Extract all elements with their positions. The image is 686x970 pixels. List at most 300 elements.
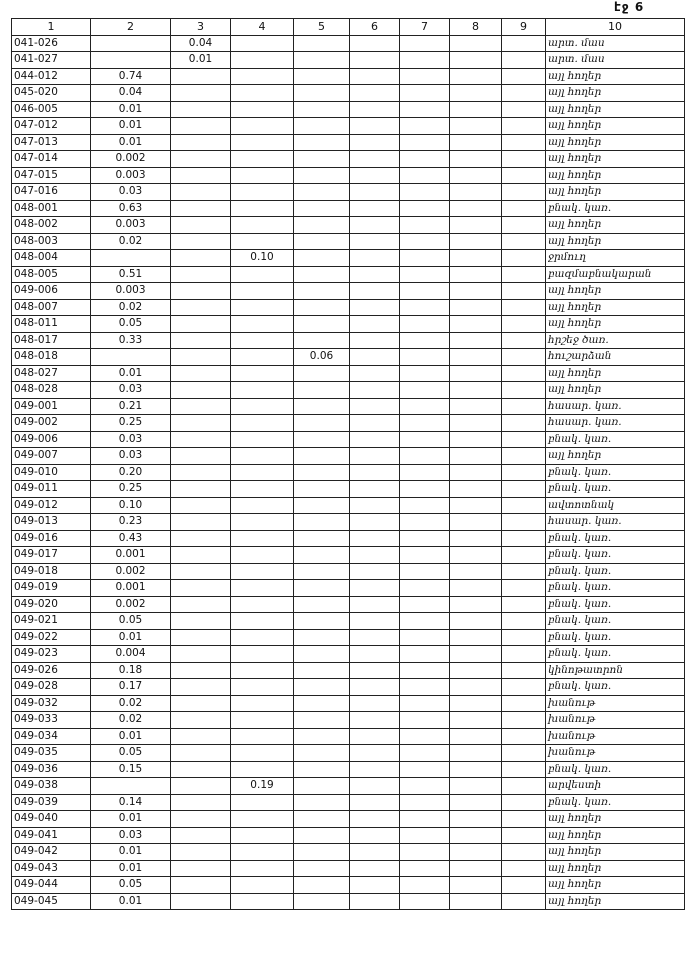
col7-cell (400, 514, 450, 531)
plot-code-cell: 049-043 (12, 860, 91, 877)
area-col3-cell (171, 530, 231, 547)
col6-cell (350, 184, 400, 201)
col6-cell (350, 596, 400, 613)
column-header-3: 3 (171, 19, 231, 36)
area-col4-cell (231, 233, 294, 250)
col7-cell (400, 134, 450, 151)
area-col4-cell (231, 85, 294, 102)
area-col2-cell: 0.004 (91, 646, 171, 663)
area-col4-cell (231, 481, 294, 498)
area-col5-cell (294, 118, 350, 135)
area-col5-cell (294, 266, 350, 283)
col8-cell (450, 827, 502, 844)
col8-cell (450, 118, 502, 135)
table-row (12, 151, 685, 168)
table-row (12, 365, 685, 382)
col9-cell (502, 365, 546, 382)
col9-cell (502, 794, 546, 811)
plot-code-cell: 047-012 (12, 118, 91, 135)
land-use-cell: այլ հողեր (546, 316, 685, 333)
land-use-cell: այլ հողեր (546, 134, 685, 151)
table-row (12, 745, 685, 762)
area-col2-cell: 0.01 (91, 118, 171, 135)
col9-cell (502, 464, 546, 481)
land-use-cell: այլ հողեր (546, 101, 685, 118)
plot-code-cell: 049-044 (12, 877, 91, 894)
area-col3-cell (171, 778, 231, 795)
area-col2-cell: 0.01 (91, 134, 171, 151)
area-col2-cell: 0.03 (91, 448, 171, 465)
area-col2-cell: 0.03 (91, 431, 171, 448)
area-col3-cell (171, 629, 231, 646)
table-row (12, 844, 685, 861)
col6-cell (350, 431, 400, 448)
table-row (12, 712, 685, 729)
col9-cell (502, 184, 546, 201)
table-row (12, 101, 685, 118)
col6-cell (350, 514, 400, 531)
col7-cell (400, 893, 450, 910)
col9-cell (502, 629, 546, 646)
area-col4-cell (231, 827, 294, 844)
plot-code-cell: 049-033 (12, 712, 91, 729)
area-col5-cell (294, 283, 350, 300)
col6-cell (350, 233, 400, 250)
table-row (12, 299, 685, 316)
col8-cell (450, 794, 502, 811)
area-col3-cell (171, 662, 231, 679)
area-col4-cell (231, 101, 294, 118)
area-col4-cell (231, 629, 294, 646)
col8-cell (450, 316, 502, 333)
plot-code-cell: 049-040 (12, 811, 91, 828)
col7-cell (400, 745, 450, 762)
col7-cell (400, 563, 450, 580)
area-col4-cell (231, 679, 294, 696)
col9-cell (502, 332, 546, 349)
plot-code-cell: 044-012 (12, 68, 91, 85)
area-col5-cell (294, 728, 350, 745)
col8-cell (450, 778, 502, 795)
col6-cell (350, 415, 400, 432)
area-col3-cell (171, 316, 231, 333)
col7-cell (400, 448, 450, 465)
table-row (12, 761, 685, 778)
plot-code-cell: 049-041 (12, 827, 91, 844)
area-col3-cell (171, 266, 231, 283)
area-col5-cell (294, 695, 350, 712)
table-row (12, 35, 685, 52)
col9-cell (502, 893, 546, 910)
col8-cell (450, 349, 502, 366)
area-col2-cell: 0.74 (91, 68, 171, 85)
col9-cell (502, 827, 546, 844)
table-row (12, 778, 685, 795)
col7-cell (400, 35, 450, 52)
area-col4-cell (231, 349, 294, 366)
area-col2-cell: 0.03 (91, 382, 171, 399)
area-col2-cell: 0.05 (91, 877, 171, 894)
table-row (12, 398, 685, 415)
area-col5-cell (294, 761, 350, 778)
plot-code-cell: 049-042 (12, 844, 91, 861)
col9-cell (502, 316, 546, 333)
plot-code-cell: 049-028 (12, 679, 91, 696)
col9-cell (502, 448, 546, 465)
col8-cell (450, 662, 502, 679)
col6-cell (350, 464, 400, 481)
col6-cell (350, 695, 400, 712)
area-col5-cell (294, 151, 350, 168)
table-row (12, 497, 685, 514)
col7-cell (400, 596, 450, 613)
area-col4-cell (231, 448, 294, 465)
area-col5-cell (294, 530, 350, 547)
col8-cell (450, 514, 502, 531)
area-col4-cell (231, 514, 294, 531)
area-col3-cell (171, 101, 231, 118)
area-col4-cell (231, 662, 294, 679)
col7-cell (400, 778, 450, 795)
land-use-cell: այլ հողեր (546, 827, 685, 844)
col8-cell (450, 200, 502, 217)
area-col5-cell (294, 184, 350, 201)
area-col2-cell: 0.01 (91, 860, 171, 877)
col6-cell (350, 316, 400, 333)
col9-cell (502, 266, 546, 283)
area-col2-cell (91, 35, 171, 52)
area-col5-cell (294, 464, 350, 481)
land-use-cell: բնակ. կառ. (546, 547, 685, 564)
plot-code-cell: 048-002 (12, 217, 91, 234)
area-col4-cell (231, 382, 294, 399)
col7-cell (400, 827, 450, 844)
col6-cell (350, 448, 400, 465)
plot-code-cell: 047-013 (12, 134, 91, 151)
area-col5-cell (294, 68, 350, 85)
column-header-7: 7 (400, 19, 450, 36)
area-col4-cell (231, 332, 294, 349)
area-col2-cell: 0.002 (91, 596, 171, 613)
plot-code-cell: 049-019 (12, 580, 91, 597)
area-col2-cell: 0.003 (91, 167, 171, 184)
area-col2-cell (91, 778, 171, 795)
col8-cell (450, 184, 502, 201)
area-col2-cell: 0.15 (91, 761, 171, 778)
col9-cell (502, 68, 546, 85)
header-row (12, 19, 685, 36)
area-col5-cell (294, 52, 350, 69)
area-col4-cell (231, 316, 294, 333)
col8-cell (450, 167, 502, 184)
land-use-cell: բնակ. կառ. (546, 580, 685, 597)
area-col4-cell (231, 811, 294, 828)
plot-code-cell: 049-017 (12, 547, 91, 564)
table-row (12, 332, 685, 349)
land-use-cell: այլ հողեր (546, 85, 685, 102)
area-col4-cell (231, 563, 294, 580)
col8-cell (450, 415, 502, 432)
col8-cell (450, 283, 502, 300)
land-use-cell: ջրմուղ (546, 250, 685, 267)
land-use-cell: խանութ (546, 745, 685, 762)
plot-code-cell: 041-026 (12, 35, 91, 52)
land-use-cell: այլ հողեր (546, 151, 685, 168)
land-use-cell: բնակ. կառ. (546, 761, 685, 778)
column-header-8: 8 (450, 19, 502, 36)
col7-cell (400, 662, 450, 679)
col7-cell (400, 464, 450, 481)
area-col5-cell (294, 316, 350, 333)
col6-cell (350, 778, 400, 795)
land-use-cell: այլ հողեր (546, 167, 685, 184)
area-col2-cell: 0.21 (91, 398, 171, 415)
table-row (12, 85, 685, 102)
table-row (12, 530, 685, 547)
area-col5-cell (294, 778, 350, 795)
land-use-cell: բնակ. կառ. (546, 596, 685, 613)
area-col3-cell (171, 580, 231, 597)
col8-cell (450, 35, 502, 52)
col6-cell (350, 134, 400, 151)
area-col4-cell (231, 794, 294, 811)
plot-code-cell: 041-027 (12, 52, 91, 69)
area-col4-cell (231, 547, 294, 564)
table-row (12, 547, 685, 564)
area-col3-cell (171, 794, 231, 811)
col9-cell (502, 514, 546, 531)
area-col4-cell (231, 266, 294, 283)
area-col5-cell (294, 596, 350, 613)
land-use-cell: բնակ. կառ. (546, 629, 685, 646)
col7-cell (400, 233, 450, 250)
col9-cell (502, 761, 546, 778)
col7-cell (400, 52, 450, 69)
col6-cell (350, 266, 400, 283)
col9-cell (502, 349, 546, 366)
area-col3-cell: 0.01 (171, 52, 231, 69)
area-col3-cell (171, 283, 231, 300)
col6-cell (350, 481, 400, 498)
area-col2-cell (91, 250, 171, 267)
plot-code-cell: 048-007 (12, 299, 91, 316)
area-col3-cell (171, 332, 231, 349)
land-use-cell: այլ հողեր (546, 844, 685, 861)
table-body (12, 35, 685, 910)
area-col2-cell: 0.003 (91, 283, 171, 300)
table-row (12, 200, 685, 217)
col8-cell (450, 299, 502, 316)
land-use-cell: կինոթատրոն (546, 662, 685, 679)
col8-cell (450, 728, 502, 745)
col9-cell (502, 481, 546, 498)
col7-cell (400, 844, 450, 861)
area-col4-cell (231, 613, 294, 630)
col6-cell (350, 679, 400, 696)
table-row (12, 266, 685, 283)
col9-cell (502, 695, 546, 712)
col9-cell (502, 299, 546, 316)
plot-code-cell: 049-001 (12, 398, 91, 415)
col7-cell (400, 365, 450, 382)
land-use-cell: արտ. մաս (546, 52, 685, 69)
col7-cell (400, 266, 450, 283)
col7-cell (400, 85, 450, 102)
table-row (12, 860, 685, 877)
area-col2-cell: 0.02 (91, 233, 171, 250)
table-row (12, 134, 685, 151)
table-row (12, 68, 685, 85)
land-use-cell: բնակ. կառ. (546, 464, 685, 481)
col9-cell (502, 250, 546, 267)
col8-cell (450, 695, 502, 712)
col6-cell (350, 613, 400, 630)
land-use-cell: այլ հողեր (546, 299, 685, 316)
land-use-cell: խանութ (546, 712, 685, 729)
area-col3-cell (171, 844, 231, 861)
col9-cell (502, 233, 546, 250)
column-header-5: 5 (294, 19, 350, 36)
col9-cell (502, 151, 546, 168)
col8-cell (450, 85, 502, 102)
col6-cell (350, 646, 400, 663)
col9-cell (502, 167, 546, 184)
table-row (12, 382, 685, 399)
col6-cell (350, 398, 400, 415)
land-use-cell: բնակ. կառ. (546, 613, 685, 630)
land-use-cell: բնակ. կառ. (546, 530, 685, 547)
col7-cell (400, 629, 450, 646)
area-col4-cell (231, 530, 294, 547)
area-col2-cell: 0.03 (91, 184, 171, 201)
col6-cell (350, 712, 400, 729)
col6-cell (350, 761, 400, 778)
table-row (12, 662, 685, 679)
plot-code-cell: 049-036 (12, 761, 91, 778)
area-col3-cell (171, 877, 231, 894)
table-row (12, 250, 685, 267)
table-row (12, 52, 685, 69)
col7-cell (400, 349, 450, 366)
col6-cell (350, 662, 400, 679)
area-col3-cell (171, 448, 231, 465)
col8-cell (450, 646, 502, 663)
plot-code-cell: 049-022 (12, 629, 91, 646)
area-col3-cell (171, 563, 231, 580)
col9-cell (502, 778, 546, 795)
col9-cell (502, 877, 546, 894)
col9-cell (502, 35, 546, 52)
land-use-cell: այլ հողեր (546, 233, 685, 250)
area-col2-cell: 0.02 (91, 695, 171, 712)
col9-cell (502, 728, 546, 745)
col6-cell (350, 844, 400, 861)
area-col3-cell (171, 761, 231, 778)
col6-cell (350, 52, 400, 69)
land-use-cell: բնակ. կառ. (546, 431, 685, 448)
col8-cell (450, 613, 502, 630)
col6-cell (350, 860, 400, 877)
col6-cell (350, 85, 400, 102)
plot-code-cell: 047-016 (12, 184, 91, 201)
col8-cell (450, 877, 502, 894)
col8-cell (450, 266, 502, 283)
area-col5-cell (294, 745, 350, 762)
plot-code-cell: 049-032 (12, 695, 91, 712)
area-col2-cell: 0.14 (91, 794, 171, 811)
area-col5-cell (294, 217, 350, 234)
area-col5-cell (294, 134, 350, 151)
area-col3-cell (171, 382, 231, 399)
col7-cell (400, 167, 450, 184)
plot-code-cell: 049-038 (12, 778, 91, 795)
plot-code-cell: 049-039 (12, 794, 91, 811)
land-use-cell: հասար. կառ. (546, 514, 685, 531)
area-col4-cell (231, 415, 294, 432)
land-use-cell: այլ հողեր (546, 811, 685, 828)
land-use-cell: այլ հողեր (546, 893, 685, 910)
col8-cell (450, 332, 502, 349)
area-col2-cell: 0.002 (91, 151, 171, 168)
col6-cell (350, 794, 400, 811)
area-col5-cell (294, 101, 350, 118)
plot-code-cell: 049-011 (12, 481, 91, 498)
area-col2-cell: 0.05 (91, 316, 171, 333)
col9-cell (502, 497, 546, 514)
col6-cell (350, 580, 400, 597)
plot-code-cell: 049-020 (12, 596, 91, 613)
col9-cell (502, 646, 546, 663)
table-row (12, 431, 685, 448)
col7-cell (400, 316, 450, 333)
area-col3-cell (171, 151, 231, 168)
plot-code-cell: 049-023 (12, 646, 91, 663)
plot-code-cell: 048-004 (12, 250, 91, 267)
area-col4-cell (231, 596, 294, 613)
land-plot-table (11, 18, 685, 910)
col6-cell (350, 151, 400, 168)
col7-cell (400, 580, 450, 597)
table-row (12, 679, 685, 696)
col8-cell (450, 580, 502, 597)
area-col4-cell (231, 167, 294, 184)
area-col4-cell (231, 68, 294, 85)
col9-cell (502, 134, 546, 151)
col7-cell (400, 200, 450, 217)
area-col5-cell (294, 646, 350, 663)
col6-cell (350, 283, 400, 300)
plot-code-cell: 049-012 (12, 497, 91, 514)
plot-code-cell: 049-010 (12, 464, 91, 481)
plot-code-cell: 048-018 (12, 349, 91, 366)
area-col5-cell (294, 514, 350, 531)
plot-code-cell: 049-013 (12, 514, 91, 531)
area-col5-cell (294, 860, 350, 877)
col8-cell (450, 745, 502, 762)
col6-cell (350, 728, 400, 745)
area-col2-cell: 0.02 (91, 299, 171, 316)
area-col3-cell (171, 860, 231, 877)
area-col4-cell (231, 151, 294, 168)
area-col2-cell: 0.01 (91, 811, 171, 828)
col9-cell (502, 382, 546, 399)
area-col4-cell (231, 184, 294, 201)
col6-cell (350, 827, 400, 844)
col9-cell (502, 679, 546, 696)
area-col4-cell (231, 844, 294, 861)
col6-cell (350, 893, 400, 910)
land-use-cell: հասար. կառ. (546, 415, 685, 432)
